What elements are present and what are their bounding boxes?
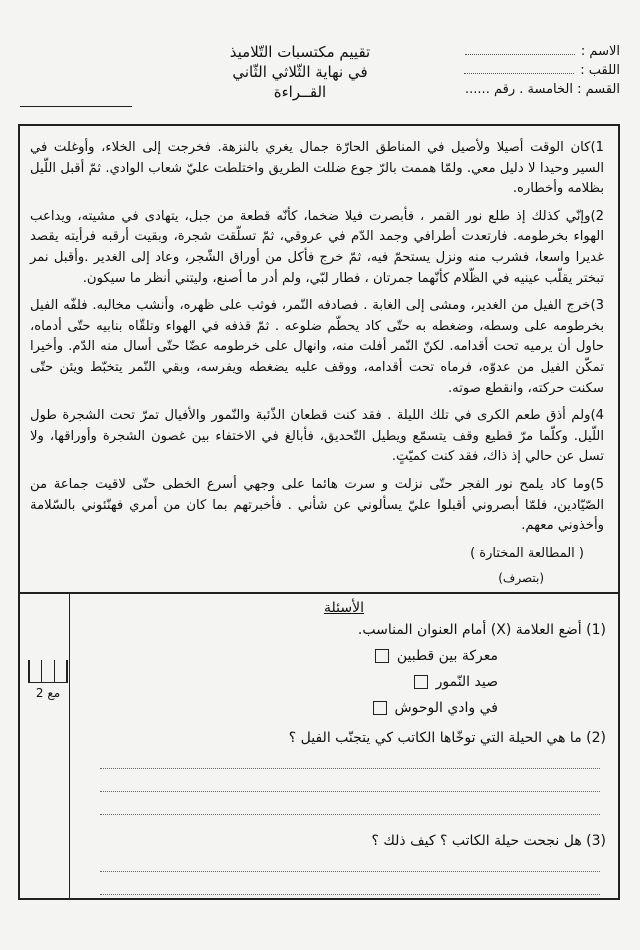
- name-label: الاسم :: [580, 44, 620, 59]
- question-1: (1) أضع العلامة (X) أمام العنوان المناسب.: [357, 622, 606, 638]
- header-rule: [20, 106, 132, 107]
- questions-column: [69, 594, 618, 898]
- option-1[interactable]: معركة بين قطبين: [70, 648, 498, 664]
- checkbox-2[interactable]: [414, 675, 428, 689]
- exam-page: [14, 14, 626, 936]
- grade-score: مع 2: [35, 686, 61, 700]
- title-line-3: القــراءة: [273, 83, 327, 101]
- grade-box: [28, 660, 68, 700]
- exam-title: [215, 42, 385, 102]
- paragraph-5: 5)وما كاد يلمح نور الفجر حتّى نزلت و سرت هائما على وجهي أسرع الخطى حتّى لاقيت جماعة من الصّيّادين، فلمّا أبصروني أقبلوا عليّ يسألوني عن شأني . فأخبرتهم بما كان من أمري فهنّئوني بالسّلامة وأخذوني معهم.: [30, 476, 604, 534]
- name-field[interactable]: [465, 42, 575, 55]
- answer-line[interactable]: [100, 876, 600, 895]
- paragraph-2: 2)وإنّي كذلك إذ طلع نور القمر ، فأبصرت فيلا ضخما، كأنّه قطعة من جبل، يتهادى في مشيته، ويداعب الهواء بخرطومه. فارتعدت أطرافي وجمد الدّم في عروقي، ثمّ تسلّقت شجرة، وبقيت أرقبه فرأيته يقصد غديرا واسعا، فشرب منه ونزل يستحمّ فيه، ثمّ خرج فأكل من أوراق الشّجر، وعاد إلى الغدير .وأقبل نمر تبختر يقلّب عينيه في الظّلام كأنّهما جمرتان ، فطار لبّي، ولم أدر ما أصنع، وليتني أنظر ما سيكون.: [30, 208, 604, 286]
- name-row: [390, 42, 620, 61]
- option-3[interactable]: في وادي الوحوش: [70, 700, 498, 716]
- surname-label: اللقب :: [580, 63, 620, 78]
- answer-line[interactable]: [100, 853, 600, 872]
- grade-cells: [28, 660, 68, 683]
- section-row: القسم : الخامسة . رقم ......: [465, 82, 620, 97]
- source-label: ( المطالعة المختارة ): [470, 545, 584, 561]
- surname-field[interactable]: [464, 61, 574, 74]
- question-3: (3) هل نجحت حيلة الكاتب ؟ كيف ذلك ؟: [371, 833, 606, 849]
- paragraph-1: 1)كان الوقت أصيلا ولأصيل في المناطق الحارّة جمال يغري بالنزهة. فخرجت إلى الخلاء، وأوغلت في السير وحيدا لا دليل معي. ولمّا هممت بالرّ جوع ضللت الطريق واختلطت عليّ شعاب الوادي. ثمّ أقبل اللّيل بظلامه وأخطاره.: [30, 140, 604, 197]
- checkbox-3[interactable]: [373, 701, 387, 715]
- answer-line[interactable]: [100, 750, 600, 769]
- answer-line[interactable]: [100, 796, 600, 815]
- answer-line[interactable]: [100, 773, 600, 792]
- paragraph-3: 3)خرج الفيل من الغدير، ومشى إلى الغابة . فصادفه النّمر، فوثب على ظهره، وأنشب مخالبه. فلفّه الفيل بخرطومه على وسطه، وضغطه به حتّى كاد يحطّم ضلوعه . ثمّ قذفه في الهواء وتلقّاه بنابيه حتّى أدماه، حاول أن يرميه تحت أقدامه. لكنّ النّمر أفلت منه، وانهال على خرطومه عضّا حتّى أسال منه الدّم. وأخيرا تمكّن الفيل من عدوّه، فرماه تحت أقدامه، ووقف عليه يضغطه ويفرسه، وبقي النّمر يتخبّط ويئن حتّى سكنت حركته، وانقطع صوته.: [30, 298, 604, 396]
- option-2[interactable]: صيد النّمور: [70, 674, 498, 690]
- exam-header: [20, 42, 620, 130]
- adapted-label: (بتصرف): [498, 571, 544, 586]
- title-line-2: في نهاية الثّلاثي الثّاني: [232, 63, 368, 81]
- paragraph-4: 4)ولم أذق طعم الكرى في تلك الليلة . فقد كنت قطعان الذّئبة والنّمور والأفيال تمرّ تحت الشجرة طول اللّيل. وكلّما مرّ قطيع وقف يتسمّع ويطيل التّحديق، فأبالغ في الاختفاء بين غصون الشجرة وأوراقها، ولا تسل عن حالي إذ ذاك، فقد كنت كميّتٍ.: [30, 408, 604, 465]
- questions-title: الأسئلة: [324, 600, 364, 616]
- title-line-1: تقييم مكتسبات التّلاميذ: [229, 43, 371, 61]
- questions-section: [18, 594, 620, 900]
- checkbox-1[interactable]: [375, 649, 389, 663]
- surname-row: [390, 61, 620, 80]
- student-info: [390, 42, 620, 99]
- question-2: (2) ما هي الحيلة التي توخّاها الكاتب كي يتجنّب الفيل ؟: [288, 730, 606, 746]
- reading-text: [18, 124, 620, 594]
